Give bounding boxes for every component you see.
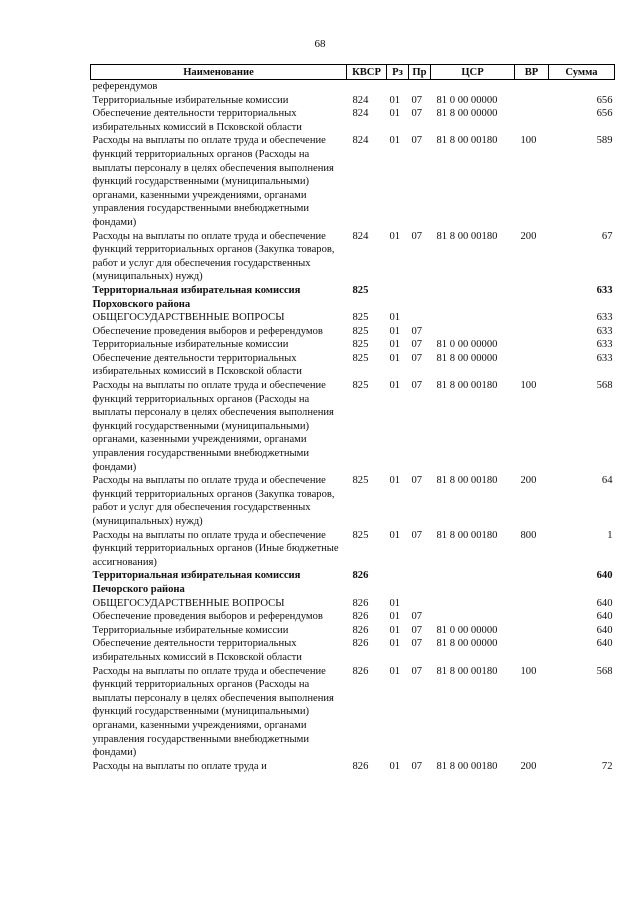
cell-pr: 07 — [411, 380, 423, 392]
cell-csr: 81 8 00 00000 — [436, 352, 498, 364]
table-row — [91, 352, 615, 379]
cell-rz: 01 — [389, 597, 401, 609]
table-row — [91, 569, 615, 596]
cell-csr: 81 8 00 00180 — [436, 475, 498, 487]
cell-pr: 07 — [411, 108, 423, 120]
cell-rz: 01 — [389, 611, 401, 623]
table-row — [91, 610, 615, 624]
cell-pr: 07 — [411, 611, 423, 623]
cell-name: Территориальные избирательные комиссии — [92, 94, 289, 106]
header-csr: ЦСР — [431, 65, 515, 80]
cell-csr: 81 8 00 00180 — [436, 665, 498, 677]
cell-vr: 100 — [520, 380, 537, 392]
cell-csr — [431, 569, 515, 596]
cell-pr: 07 — [411, 638, 423, 650]
cell-name: ОБЩЕГОСУДАРСТВЕННЫЕ ВОПРОСЫ — [92, 312, 285, 324]
table-body — [91, 80, 615, 774]
cell-sum: 633 — [596, 352, 613, 364]
cell-pr — [409, 569, 431, 596]
cell-vr: 200 — [520, 760, 537, 772]
cell-vr: 800 — [520, 529, 537, 541]
cell-csr — [431, 284, 515, 311]
cell-vr — [515, 569, 549, 596]
cell-sum: 72 — [601, 760, 613, 772]
cell-kvsr: 825 — [352, 312, 369, 324]
cell-pr — [409, 597, 431, 611]
cell-vr: 200 — [520, 230, 537, 242]
cell-csr: 81 8 00 00000 — [436, 638, 498, 650]
cell-sum: 640 — [596, 624, 613, 636]
cell-kvsr: 824 — [352, 94, 369, 106]
cell-vr — [515, 352, 549, 379]
cell-rz: 01 — [389, 135, 401, 147]
cell-sum: 633 — [596, 339, 613, 351]
cell-sum: 640 — [596, 570, 613, 582]
cell-vr — [515, 80, 549, 94]
cell-name: ОБЩЕГОСУДАРСТВЕННЫЕ ВОПРОСЫ — [92, 597, 285, 609]
cell-rz: 01 — [389, 529, 401, 541]
cell-kvsr: 826 — [352, 760, 369, 772]
cell-kvsr: 826 — [352, 624, 369, 636]
page-number: 68 — [314, 38, 326, 50]
table-row — [91, 94, 615, 108]
cell-kvsr: 826 — [352, 570, 369, 582]
cell-rz: 01 — [389, 352, 401, 364]
cell-kvsr: 826 — [352, 638, 369, 650]
cell-name: референдумов — [92, 81, 158, 92]
cell-name: Обеспечение деятельности территориальных избирательных комиссий в Псковской области — [92, 108, 302, 133]
header-vr: ВР — [515, 65, 549, 80]
cell-rz: 01 — [389, 760, 401, 772]
cell-pr: 07 — [411, 352, 423, 364]
cell-name: Обеспечение деятельности территориальных избирательных комиссий в Псковской области — [92, 352, 302, 378]
cell-pr: 07 — [411, 94, 423, 106]
cell-vr — [515, 311, 549, 325]
table-row — [91, 80, 615, 94]
table-row — [91, 230, 615, 284]
cell-kvsr: 825 — [352, 529, 369, 541]
table-row — [91, 107, 615, 134]
header-sum: Сумма — [549, 65, 615, 80]
budget-table — [90, 64, 615, 773]
cell-csr: 81 0 00 00000 — [436, 94, 498, 106]
cell-vr — [515, 284, 549, 311]
header-kvsr: КВСР — [347, 65, 387, 80]
cell-pr: 07 — [411, 230, 423, 242]
cell-rz: 01 — [389, 108, 401, 120]
cell-kvsr: 826 — [352, 611, 369, 623]
cell-name: Расходы на выплаты по оплате труда и обеспечение функций территориальных органов (Расходы на выплаты персоналу в целях обеспечения выполнения функций государственными (муниципальными) органами, казенными учреждениями, органами управления государственными внебюджетными фондами) — [92, 665, 334, 759]
cell-sum: 589 — [596, 135, 613, 147]
cell-pr: 07 — [411, 135, 423, 147]
table-row — [91, 474, 615, 528]
cell-name: Территориальные избирательные комиссии — [92, 339, 289, 351]
cell-sum: 633 — [596, 284, 613, 296]
cell-rz — [387, 80, 409, 94]
cell-rz: 01 — [389, 94, 401, 106]
cell-rz: 01 — [389, 339, 401, 351]
table-row — [91, 529, 615, 570]
table-row — [91, 311, 615, 325]
cell-csr: 81 8 00 00180 — [436, 135, 498, 147]
cell-sum: 640 — [596, 638, 613, 650]
cell-name: Расходы на выплаты по оплате труда и обеспечение функций территориальных органов (Расходы на выплаты персоналу в целях обеспечения выполнения функций государственными (муниципальными) органами, казенными учреждениями, органами управления государственными внебюджетными фондами) — [92, 380, 334, 473]
cell-sum: 67 — [601, 230, 613, 242]
cell-vr: 200 — [520, 475, 537, 487]
cell-vr — [515, 610, 549, 624]
table-row — [91, 284, 615, 311]
cell-sum: 633 — [596, 312, 613, 324]
cell-rz: 01 — [389, 665, 401, 677]
cell-pr — [409, 311, 431, 325]
cell-name: Территориальная избирательная комиссия Порховского района — [92, 284, 301, 310]
header-name: Наименование — [91, 65, 347, 80]
cell-rz: 01 — [389, 475, 401, 487]
cell-kvsr: 824 — [352, 230, 369, 242]
cell-pr: 07 — [411, 529, 423, 541]
cell-kvsr — [347, 80, 387, 94]
table-row — [91, 624, 615, 638]
cell-csr — [431, 325, 515, 339]
cell-csr — [431, 597, 515, 611]
cell-rz: 01 — [389, 230, 401, 242]
cell-name: Обеспечение деятельности территориальных избирательных комиссий в Псковской области — [92, 638, 302, 663]
cell-sum: 640 — [596, 611, 613, 623]
cell-sum: 656 — [596, 94, 613, 106]
table-row — [91, 760, 615, 774]
cell-kvsr: 825 — [352, 380, 369, 392]
cell-sum: 1 — [607, 529, 613, 541]
cell-pr: 07 — [411, 665, 423, 677]
cell-kvsr: 825 — [352, 325, 369, 337]
header-pr: Пр — [409, 65, 431, 80]
cell-csr: 81 8 00 00180 — [436, 380, 498, 392]
cell-name: Обеспечение проведения выборов и референдумов — [92, 325, 323, 337]
cell-vr — [515, 597, 549, 611]
cell-name: Расходы на выплаты по оплате труда и обеспечение функций территориальных органов (Закупка товаров, работ и услуг для обеспечения государственных (муниципальных) нужд) — [92, 475, 335, 527]
cell-vr: 100 — [520, 135, 537, 147]
table-header — [91, 65, 615, 80]
cell-name: Расходы на выплаты по оплате труда и обеспечение функций территориальных органов (Закупка товаров, работ и услуг для обеспечения государственных (муниципальных) нужд) — [92, 230, 335, 283]
cell-vr — [515, 624, 549, 638]
cell-sum: 633 — [596, 325, 613, 337]
cell-rz: 01 — [389, 624, 401, 636]
table-row — [91, 134, 615, 229]
cell-kvsr: 826 — [352, 597, 369, 609]
cell-kvsr: 824 — [352, 108, 369, 120]
cell-pr: 07 — [411, 475, 423, 487]
table-row — [91, 597, 615, 611]
cell-csr — [431, 311, 515, 325]
cell-pr: 07 — [411, 325, 423, 337]
cell-sum: 568 — [596, 380, 613, 392]
cell-sum: 568 — [596, 665, 613, 677]
cell-vr: 100 — [520, 665, 537, 677]
cell-kvsr: 824 — [352, 135, 369, 147]
cell-pr: 07 — [411, 339, 423, 351]
cell-kvsr: 825 — [352, 284, 369, 296]
cell-pr: 07 — [411, 760, 423, 772]
cell-rz: 01 — [389, 638, 401, 650]
cell-vr — [515, 338, 549, 352]
cell-pr — [409, 80, 431, 94]
cell-csr: 81 0 00 00000 — [436, 624, 498, 636]
cell-pr — [409, 284, 431, 311]
cell-name: Расходы на выплаты по оплате труда и обеспечение функций территориальных органов (Расходы на выплаты персоналу в целях обеспечения выполнения функций государственными (муниципальными) органами, казенными учреждениями, органами управления государственными внебюджетными фондами) — [92, 135, 334, 228]
cell-name: Обеспечение проведения выборов и референдумов — [92, 611, 323, 623]
cell-vr — [515, 637, 549, 664]
cell-name: Расходы на выплаты по оплате труда и — [92, 760, 267, 772]
cell-csr: 81 8 00 00180 — [436, 529, 498, 541]
cell-rz — [387, 569, 409, 596]
table-row — [91, 325, 615, 339]
cell-sum: 656 — [596, 108, 613, 120]
cell-csr: 81 8 00 00180 — [436, 760, 498, 772]
header-rz: Рз — [387, 65, 409, 80]
cell-sum: 64 — [601, 475, 613, 487]
cell-kvsr: 826 — [352, 665, 369, 677]
cell-kvsr: 825 — [352, 352, 369, 364]
cell-kvsr: 825 — [352, 475, 369, 487]
cell-vr — [515, 325, 549, 339]
cell-csr: 81 8 00 00000 — [436, 108, 498, 120]
cell-rz: 01 — [389, 325, 401, 337]
cell-kvsr: 825 — [352, 339, 369, 351]
cell-csr — [431, 610, 515, 624]
cell-rz — [387, 284, 409, 311]
cell-rz: 01 — [389, 380, 401, 392]
table-row — [91, 637, 615, 664]
table-row — [91, 338, 615, 352]
cell-name: Расходы на выплаты по оплате труда и обеспечение функций территориальных органов (Иные бюджетные ассигнования) — [92, 529, 339, 568]
cell-rz: 01 — [389, 312, 401, 324]
cell-sum: 640 — [596, 597, 613, 609]
cell-sum — [549, 80, 615, 94]
table-row — [91, 379, 615, 474]
table-row — [91, 665, 615, 760]
cell-vr — [515, 107, 549, 134]
cell-csr: 81 0 00 00000 — [436, 339, 498, 351]
cell-pr: 07 — [411, 624, 423, 636]
cell-csr — [431, 80, 515, 94]
cell-name: Территориальная избирательная комиссия Печорского района — [92, 570, 301, 595]
cell-csr: 81 8 00 00180 — [436, 230, 498, 242]
cell-vr — [515, 94, 549, 108]
cell-name: Территориальные избирательные комиссии — [92, 624, 289, 636]
